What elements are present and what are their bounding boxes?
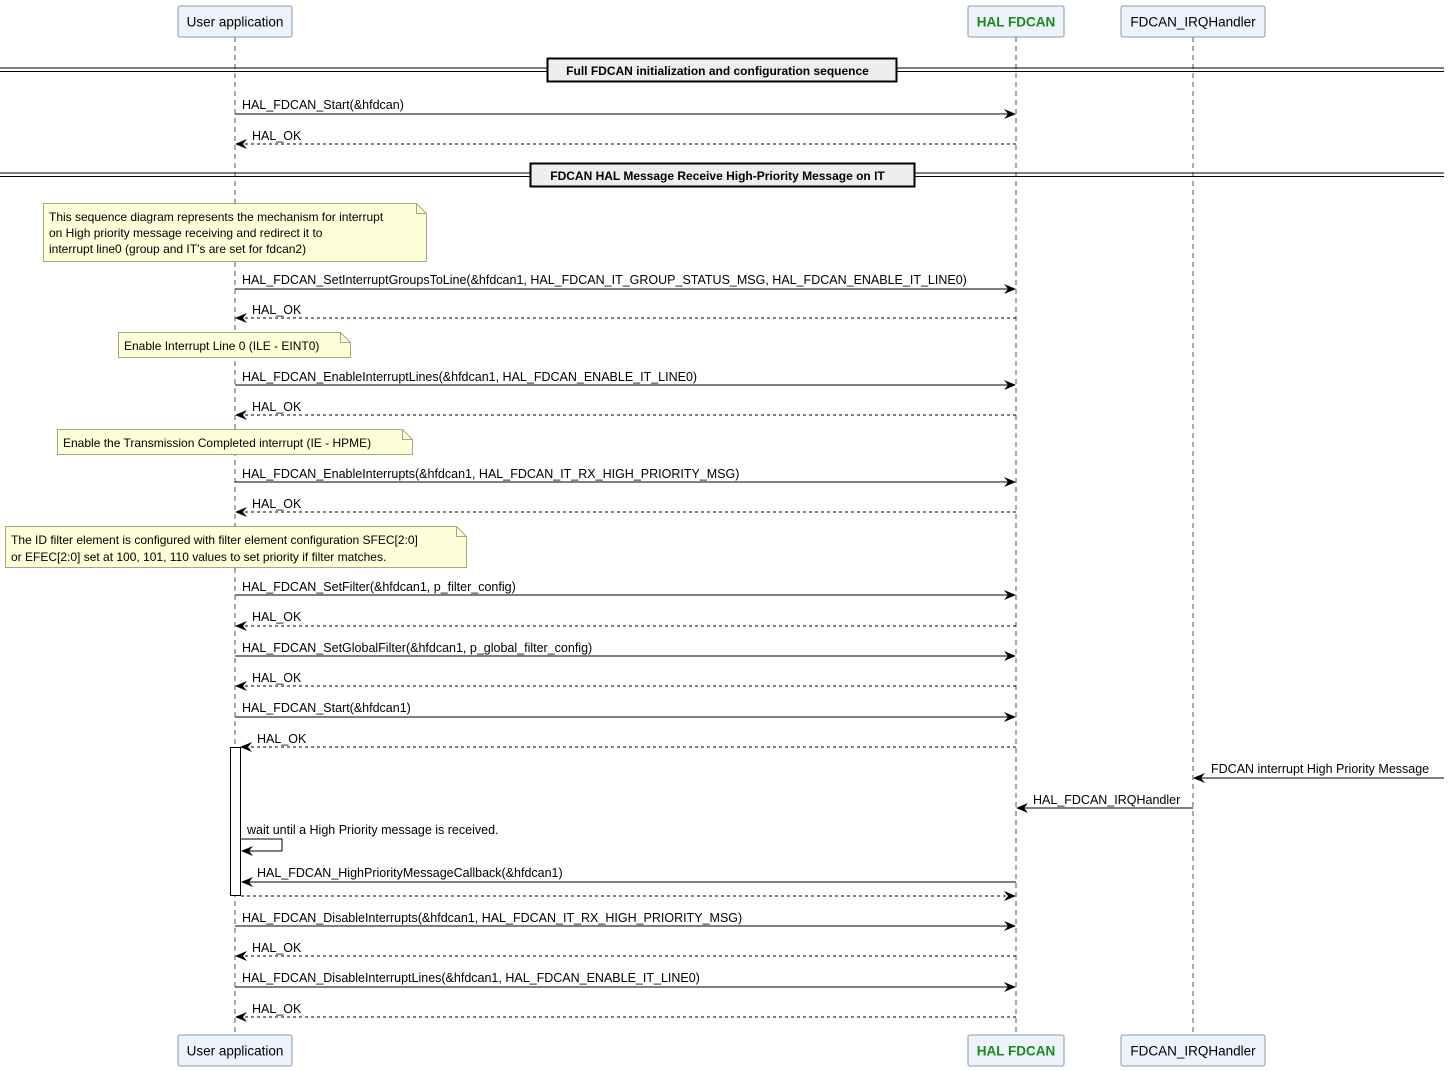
message-hal-fdcan-irqhandler: [1017, 793, 1193, 808]
note-line: Enable Interrupt Line 0 (ILE - EINT0): [124, 339, 320, 353]
message-enable-interrupt-lines: [235, 370, 1015, 385]
note-enable-transmission-completed: [58, 430, 413, 455]
return-label: HAL_OK: [252, 400, 302, 414]
message-enable-interrupts: [235, 467, 1015, 482]
return-label: HAL_OK: [252, 497, 302, 511]
return-label: HAL_OK: [252, 941, 302, 955]
return-label: HAL_OK: [252, 129, 302, 143]
return-label: HAL_OK: [252, 303, 302, 317]
message-label: HAL_FDCAN_EnableInterrupts(&hfdcan1, HAL_FDCAN_IT_RX_HIGH_PRIORITY_MSG): [242, 467, 740, 481]
message-label: HAL_FDCAN_SetGlobalFilter(&hfdcan1, p_global_filter_config): [242, 641, 593, 655]
note-line: on High priority message receiving and redirect it to: [49, 226, 323, 240]
note-line: interrupt line0 (group and IT's are set for fdcan2): [49, 242, 307, 256]
note-line: The ID filter element is configured with filter element configuration SFEC[2:0]: [11, 533, 418, 547]
participant-label: User application: [186, 14, 284, 30]
participant-user-application-top: [178, 6, 292, 37]
message-label: FDCAN interrupt High Priority Message: [1211, 762, 1430, 776]
note-mechanism-description: [44, 204, 427, 262]
participant-hal-fdcan-bottom: [968, 1035, 1064, 1066]
message-set-global-filter: [235, 641, 1015, 656]
message-label: HAL_FDCAN_Start(&hfdcan1): [242, 701, 411, 715]
message-disable-interrupt-lines: [235, 971, 1015, 987]
participant-label: User application: [186, 1043, 284, 1059]
message-hal-fdcan-start: [235, 98, 1015, 114]
note-enable-interrupt-line: [119, 333, 351, 358]
participant-fdcan-irqhandler-top: [1121, 6, 1265, 37]
return-hal-ok: [236, 400, 1016, 415]
participant-user-application-bottom: [178, 1035, 292, 1066]
message-label: HAL_FDCAN_HighPriorityMessageCallback(&hfdcan1): [257, 866, 563, 880]
return-hal-ok: [236, 303, 1016, 318]
return-hal-ok: [236, 671, 1016, 686]
participant-label: FDCAN_IRQHandler: [1130, 1043, 1256, 1059]
return-label: HAL_OK: [252, 610, 302, 624]
message-label: HAL_FDCAN_SetInterruptGroupsToLine(&hfdcan1, HAL_FDCAN_IT_GROUP_STATUS_MSG, HAL_FDCAN_ENABLE_IT_LINE0): [242, 273, 967, 287]
divider-label: FDCAN HAL Message Receive High-Priority Message on IT: [550, 169, 885, 183]
note-line: This sequence diagram represents the mechanism for interrupt: [49, 210, 384, 224]
return-hal-ok: [241, 732, 1016, 747]
message-disable-interrupts: [235, 911, 1015, 926]
return-hal-ok: [236, 129, 1016, 144]
activation-bar-user-application: [231, 748, 241, 896]
self-message-wait-high-priority: [241, 823, 499, 851]
message-fdcan-interrupt-high-priority: [1194, 762, 1444, 778]
return-label: HAL_OK: [252, 671, 302, 685]
section-divider-initialization: [0, 59, 1444, 82]
message-set-interrupt-groups-to-line: [235, 273, 1015, 289]
participant-fdcan-irqhandler-bottom: [1121, 1035, 1265, 1066]
return-hal-ok: [236, 941, 1016, 956]
message-label: HAL_FDCAN_DisableInterruptLines(&hfdcan1, HAL_FDCAN_ENABLE_IT_LINE0): [242, 971, 700, 985]
note-line: or EFEC[2:0] set at 100, 101, 110 values to set priority if filter matches.: [11, 550, 387, 564]
note-line: Enable the Transmission Completed interrupt (IE - HPME): [63, 436, 372, 450]
section-divider-receive-high-priority: [0, 164, 1444, 187]
participant-label: HAL FDCAN: [976, 14, 1056, 30]
message-high-priority-message-callback: [242, 866, 1016, 882]
return-label: HAL_OK: [252, 1002, 302, 1016]
message-hal-fdcan-start-hfdcan1: [235, 701, 1015, 717]
note-id-filter-element: [6, 527, 467, 568]
return-hal-ok: [236, 497, 1016, 512]
self-message-arrow: [241, 839, 282, 851]
return-hal-ok: [236, 1002, 1016, 1017]
message-label: HAL_FDCAN_Start(&hfdcan): [242, 98, 404, 112]
participant-label: FDCAN_IRQHandler: [1130, 14, 1256, 30]
message-label: HAL_FDCAN_IRQHandler: [1033, 793, 1181, 807]
message-label: HAL_FDCAN_DisableInterrupts(&hfdcan1, HAL_FDCAN_IT_RX_HIGH_PRIORITY_MSG): [242, 911, 743, 925]
message-label: HAL_FDCAN_SetFilter(&hfdcan1, p_filter_config): [242, 580, 516, 594]
participant-hal-fdcan-top: [968, 6, 1064, 37]
message-set-filter: [235, 580, 1015, 595]
divider-label: Full FDCAN initialization and configuration sequence: [566, 64, 869, 78]
message-label: HAL_FDCAN_EnableInterruptLines(&hfdcan1, HAL_FDCAN_ENABLE_IT_LINE0): [242, 370, 698, 384]
return-hal-ok: [236, 610, 1016, 626]
participant-label: HAL FDCAN: [976, 1043, 1056, 1059]
message-label: wait until a High Priority message is received.: [247, 823, 499, 837]
return-label: HAL_OK: [257, 732, 307, 746]
